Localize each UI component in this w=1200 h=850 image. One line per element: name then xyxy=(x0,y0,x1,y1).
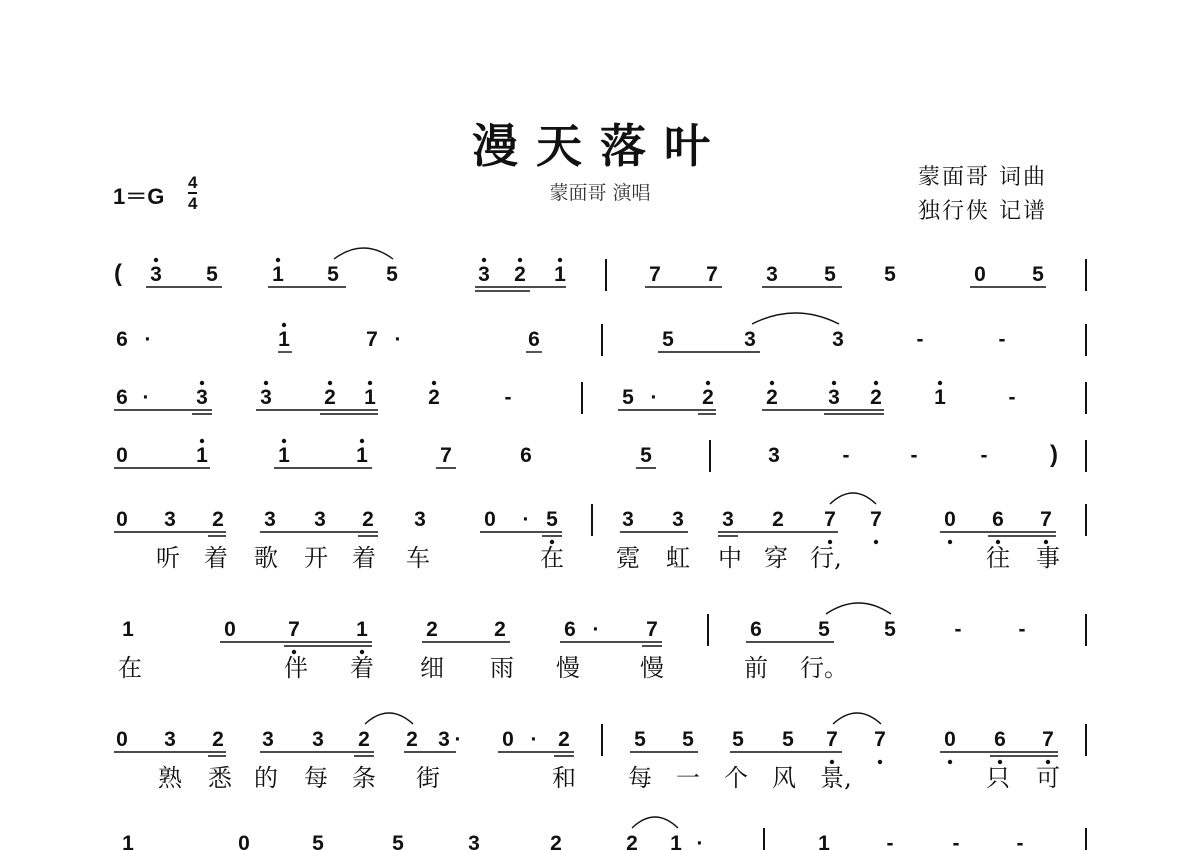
note: 0 xyxy=(502,728,514,751)
augmentation-dot: · xyxy=(696,832,704,850)
note: 3 xyxy=(164,728,176,751)
note: 7 xyxy=(1042,728,1054,751)
note: 5 xyxy=(312,832,324,850)
score-line-7 xyxy=(114,713,1086,764)
song-title: 漫天落叶 xyxy=(472,119,728,173)
lyric-syllable: 事 xyxy=(1036,544,1060,572)
note: 1 xyxy=(122,832,134,850)
augmentation-dot: · xyxy=(650,386,658,409)
note: 7 xyxy=(826,728,838,751)
octave-up-dot xyxy=(282,439,286,443)
note: 3 xyxy=(314,508,326,531)
lyric-syllable: 听 xyxy=(156,544,180,572)
lyric-syllable: 慢 xyxy=(640,654,664,682)
lyric-syllable: 中 xyxy=(718,544,742,572)
note: 5 xyxy=(634,728,646,751)
note: 6 xyxy=(750,618,762,641)
lyric-syllable: 的 xyxy=(254,764,278,792)
extension-dash: - xyxy=(952,832,960,850)
note: 3 xyxy=(150,263,162,286)
octave-up-dot xyxy=(938,381,942,385)
augmentation-dot: · xyxy=(144,328,152,351)
note: 3 xyxy=(262,728,274,751)
note: 0 xyxy=(116,508,128,531)
octave-up-dot xyxy=(706,381,710,385)
note: 3 xyxy=(264,508,276,531)
note: 5 xyxy=(732,728,744,751)
octave-up-dot xyxy=(276,258,280,262)
octave-up-dot xyxy=(558,258,562,262)
tie-arc xyxy=(365,713,413,724)
note: 6 xyxy=(528,328,540,351)
note: 7 xyxy=(874,728,886,751)
extension-dash: - xyxy=(1018,618,1026,641)
lyric-syllable: 行, xyxy=(810,544,842,572)
note: 2 xyxy=(362,508,374,531)
lyric-syllable: 雨 xyxy=(490,654,514,682)
augmentation-dot: · xyxy=(530,728,538,751)
note: 3 xyxy=(722,508,734,531)
note: 7 xyxy=(870,508,882,531)
lyric-syllable: 霓 xyxy=(616,544,640,572)
score-line-5 xyxy=(114,493,1086,544)
octave-up-dot xyxy=(154,258,158,262)
note: 3 xyxy=(744,328,756,351)
augmentation-dot: · xyxy=(454,728,462,751)
lyric-syllable: 在 xyxy=(118,654,142,682)
extension-dash: - xyxy=(998,328,1006,351)
score-line-2 xyxy=(116,313,1086,356)
octave-down-dot xyxy=(948,760,952,764)
note: 3 xyxy=(438,728,450,751)
tie-arc xyxy=(833,713,881,724)
note: 1 xyxy=(122,618,134,641)
augmentation-dot: · xyxy=(592,618,600,641)
lyric-syllable: 一 xyxy=(676,764,700,792)
note: 5 xyxy=(327,263,339,286)
note: 5 xyxy=(640,444,652,467)
note: 2 xyxy=(324,386,336,409)
tie-arc xyxy=(632,817,678,828)
note: 0 xyxy=(116,444,128,467)
note: 5 xyxy=(682,728,694,751)
note: 7 xyxy=(824,508,836,531)
note: 3 xyxy=(414,508,426,531)
note: 1 xyxy=(196,444,208,467)
note: 1 xyxy=(356,618,368,641)
extension-dash: - xyxy=(886,832,894,850)
lyric-syllable: 悉 xyxy=(208,764,232,792)
lyric-syllable: 虹 xyxy=(666,544,690,572)
lyric-syllable: 着 xyxy=(204,544,228,572)
time-signature-top: 4 xyxy=(188,173,198,192)
note: 2 xyxy=(766,386,778,409)
note: 3 xyxy=(478,263,490,286)
note: 2 xyxy=(406,728,418,751)
note: 5 xyxy=(824,263,836,286)
lyric-syllable: 每 xyxy=(304,764,328,792)
score-line-6 xyxy=(122,603,1086,654)
note: 7 xyxy=(288,618,300,641)
lyric-syllable: 条 xyxy=(352,764,376,792)
lyric-syllable: 可 xyxy=(1036,764,1060,792)
note: 6 xyxy=(994,728,1006,751)
note: 1 xyxy=(670,832,682,850)
lyric-syllable: 行。 xyxy=(800,654,848,682)
note: 0 xyxy=(944,728,956,751)
lyric-syllable: 熟 xyxy=(158,764,182,792)
note: 0 xyxy=(238,832,250,850)
note: 6 xyxy=(564,618,576,641)
note: 5 xyxy=(392,832,404,850)
extension-dash: - xyxy=(504,386,512,409)
extension-dash: - xyxy=(1016,832,1024,850)
note: 3 xyxy=(672,508,684,531)
note: 6 xyxy=(520,444,532,467)
lyric-syllable: 穿 xyxy=(764,544,788,572)
note: ) xyxy=(1050,441,1058,468)
note: 5 xyxy=(662,328,674,351)
octave-up-dot xyxy=(264,381,268,385)
note: 5 xyxy=(782,728,794,751)
score-line-4 xyxy=(114,439,1086,472)
lyric-syllable: 歌 xyxy=(254,544,278,572)
lyric-syllable: 车 xyxy=(406,544,430,572)
lyric-syllable: 细 xyxy=(420,654,444,682)
lyric-syllable: 往 xyxy=(986,544,1010,572)
note: 1 xyxy=(356,444,368,467)
lyric-syllable: 和 xyxy=(552,764,576,792)
composer-credit: 蒙面哥 词曲 xyxy=(918,165,1047,190)
octave-up-dot xyxy=(482,258,486,262)
note: 5 xyxy=(622,386,634,409)
note: 2 xyxy=(426,618,438,641)
note: 3 xyxy=(766,263,778,286)
tie-arc xyxy=(826,603,891,614)
lyric-syllable: 开 xyxy=(304,544,328,572)
lyric-syllable: 个 xyxy=(724,764,748,792)
note: 2 xyxy=(558,728,570,751)
note: 7 xyxy=(706,263,718,286)
lyric-syllable: 在 xyxy=(540,544,564,572)
lyric-syllable: 前 xyxy=(744,654,768,682)
note: 7 xyxy=(1040,508,1052,531)
note: 5 xyxy=(884,263,896,286)
note: 2 xyxy=(428,386,440,409)
augmentation-dot: · xyxy=(522,508,530,531)
note: 3 xyxy=(260,386,272,409)
lyric-syllable: 街 xyxy=(416,764,440,792)
octave-up-dot xyxy=(832,381,836,385)
score-line-3 xyxy=(114,381,1086,414)
note: 5 xyxy=(1032,263,1044,286)
note: 3 xyxy=(312,728,324,751)
note: ( xyxy=(114,260,122,287)
note: 1 xyxy=(554,263,566,286)
note: 0 xyxy=(224,618,236,641)
note: 2 xyxy=(626,832,638,850)
octave-down-dot xyxy=(948,540,952,544)
time-signature-bottom: 4 xyxy=(188,194,198,213)
tie-arc xyxy=(752,313,839,324)
lyric-syllable: 伴 xyxy=(284,654,308,682)
note: 2 xyxy=(358,728,370,751)
singer-credit: 蒙面哥 演唱 xyxy=(549,182,651,204)
note: 1 xyxy=(364,386,376,409)
note: 6 xyxy=(116,386,128,409)
extension-dash: - xyxy=(910,444,918,467)
lyric-syllable: 慢 xyxy=(556,654,580,682)
note: 3 xyxy=(196,386,208,409)
extension-dash: - xyxy=(1008,386,1016,409)
octave-up-dot xyxy=(200,381,204,385)
note: 5 xyxy=(206,263,218,286)
note: 1 xyxy=(278,444,290,467)
note: 3 xyxy=(164,508,176,531)
note: 1 xyxy=(934,386,946,409)
note: 7 xyxy=(649,263,661,286)
note: 2 xyxy=(772,508,784,531)
note: 2 xyxy=(212,508,224,531)
note: 3 xyxy=(832,328,844,351)
lyric-syllable: 着 xyxy=(352,544,376,572)
key-signature: 1＝G xyxy=(113,184,165,209)
note: 7 xyxy=(366,328,378,351)
note: 0 xyxy=(116,728,128,751)
score-line-8 xyxy=(122,817,1086,850)
octave-up-dot xyxy=(200,439,204,443)
extension-dash: - xyxy=(980,444,988,467)
lyric-syllable: 只 xyxy=(986,764,1010,792)
note: 6 xyxy=(992,508,1004,531)
note: 1 xyxy=(278,328,290,351)
note: 5 xyxy=(546,508,558,531)
tie-arc xyxy=(830,493,876,504)
note: 2 xyxy=(870,386,882,409)
lyric-syllable: 每 xyxy=(628,764,652,792)
note: 6 xyxy=(116,328,128,351)
note: 2 xyxy=(514,263,526,286)
octave-up-dot xyxy=(432,381,436,385)
note: 3 xyxy=(828,386,840,409)
tie-arc xyxy=(334,248,393,259)
note: 5 xyxy=(884,618,896,641)
octave-up-dot xyxy=(874,381,878,385)
note: 0 xyxy=(944,508,956,531)
octave-up-dot xyxy=(282,323,286,327)
octave-down-dot xyxy=(874,540,878,544)
augmentation-dot: · xyxy=(142,386,150,409)
octave-up-dot xyxy=(360,439,364,443)
note: 0 xyxy=(484,508,496,531)
note: 7 xyxy=(646,618,658,641)
note: 2 xyxy=(550,832,562,850)
octave-up-dot xyxy=(770,381,774,385)
octave-down-dot xyxy=(878,760,882,764)
note: 1 xyxy=(818,832,830,850)
note: 2 xyxy=(702,386,714,409)
note: 2 xyxy=(494,618,506,641)
lyric-syllable: 着 xyxy=(350,654,374,682)
octave-up-dot xyxy=(328,381,332,385)
octave-up-dot xyxy=(518,258,522,262)
lyric-syllable: 景, xyxy=(820,764,852,792)
note: 3 xyxy=(622,508,634,531)
note: 7 xyxy=(440,444,452,467)
notation-credit: 独行侠 记谱 xyxy=(918,199,1047,224)
note: 3 xyxy=(768,444,780,467)
lyric-syllable: 风 xyxy=(772,764,796,792)
augmentation-dot: · xyxy=(394,328,402,351)
extension-dash: - xyxy=(916,328,924,351)
note: 5 xyxy=(386,263,398,286)
extension-dash: - xyxy=(842,444,850,467)
octave-up-dot xyxy=(368,381,372,385)
note: 1 xyxy=(272,263,284,286)
score-line-1 xyxy=(114,248,1086,291)
extension-dash: - xyxy=(954,618,962,641)
note: 2 xyxy=(212,728,224,751)
note: 3 xyxy=(468,832,480,850)
note: 0 xyxy=(974,263,986,286)
note: 5 xyxy=(818,618,830,641)
